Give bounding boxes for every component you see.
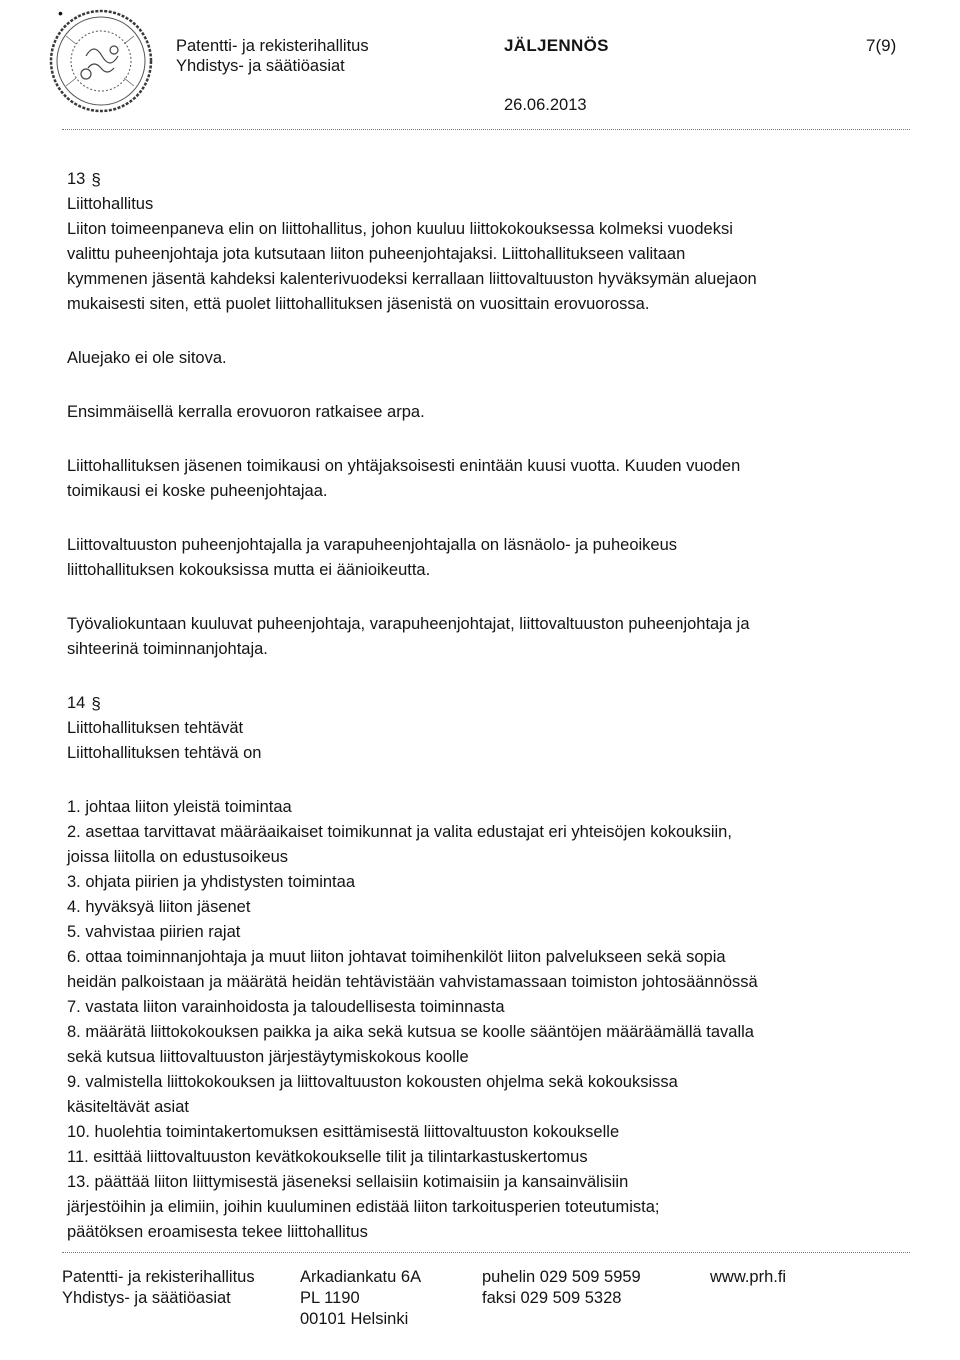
footer-organization xyxy=(62,1267,255,1309)
section-sign-icon: § xyxy=(91,170,101,189)
task-list-item: 9. valmistella liittokokouksen ja liittovaltuuston kokousten ohjelma sekä kokouksissa xyxy=(67,1073,678,1091)
footer-address xyxy=(300,1267,421,1330)
section-14-intro: Liittohallituksen tehtävä on xyxy=(67,744,262,762)
section-14-number xyxy=(67,691,917,716)
official-seal-icon xyxy=(46,6,156,116)
task-list-item: 3. ohjata piirien ja yhdistysten toimintaa xyxy=(67,873,355,891)
task-list-item: päätöksen eroamisesta tekee liittohallitus xyxy=(67,1223,368,1241)
task-list-item: sekä kutsua liittovaltuuston järjestäytymiskokous koolle xyxy=(67,1048,469,1066)
section-14-heading: Liittohallituksen tehtävät xyxy=(67,719,244,737)
copy-label: JÄLJENNÖS xyxy=(504,36,609,55)
footer-website xyxy=(710,1267,786,1288)
document-date: 26.06.2013 xyxy=(504,96,587,114)
header-org-line1: Patentti- ja rekisterihallitus xyxy=(176,37,369,55)
s13-para1-line: valittu puheenjohtaja jota kutsutaan liiton puheenjohtajaksi. Liittohallitukseen valitaan xyxy=(67,245,686,263)
s13-para1-line: Liiton toimeenpaneva elin on liittohallitus, johon kuuluu liittokokouksessa kolmeksi vuodeksi xyxy=(67,220,733,238)
s13-para6-line: Työvaliokuntaan kuuluvat puheenjohtaja, varapuheenjohtajat, liittovaltuuston puheenjohtaja ja xyxy=(67,615,750,633)
stray-mark: • xyxy=(58,5,63,21)
task-list-item: 4. hyväksyä liiton jäsenet xyxy=(67,898,251,916)
footer-phone: puhelin 029 509 5959 xyxy=(482,1268,641,1286)
header-org-line2: Yhdistys- ja säätiöasiat xyxy=(176,57,345,75)
s13-para5-line: Liittovaltuuston puheenjohtajalla ja varapuheenjohtajalla on läsnäolo- ja puheoikeus xyxy=(67,536,678,554)
task-list-item: 5. vahvistaa piirien rajat xyxy=(67,923,241,941)
footer-city: 00101 Helsinki xyxy=(300,1310,409,1328)
task-list-item: järjestöihin ja elimiin, joihin kuuluminen edistää liiton tarkoitusperien toteutumista; xyxy=(67,1198,660,1216)
s13-para4-line: toimikausi ei koske puheenjohtajaa. xyxy=(67,482,328,500)
header-organization xyxy=(176,36,369,76)
section-number: 13 xyxy=(67,170,86,188)
s13-para1-line: kymmenen jäsentä kahdeksi kalenterivuodeksi kerrallaan liittovaltuuston hyväksymän aluejaon xyxy=(67,270,757,288)
task-list-item: 1. johtaa liiton yleistä toimintaa xyxy=(67,798,292,816)
task-list-item: 10. huolehtia toimintakertomuksen esittämisestä liittovaltuuston kokoukselle xyxy=(67,1123,620,1141)
task-list-item: heidän palkoistaan ja määrätä heidän tehtävistään vahvistamassaan toimiston johtosäännössä xyxy=(67,973,758,991)
section-sign-icon: § xyxy=(91,694,101,713)
task-list-item: joissa liitolla on edustusoikeus xyxy=(67,848,289,866)
footer-divider xyxy=(62,1252,910,1253)
s13-para3: Ensimmäisellä kerralla erovuoron ratkaisee arpa. xyxy=(67,403,425,421)
task-list-item: 11. esittää liittovaltuuston kevätkokoukselle tilit ja tilintarkastuskertomus xyxy=(67,1148,588,1166)
task-list-item: 6. ottaa toiminnanjohtaja ja muut liiton johtavat toimihenkilöt liiton palvelukseen sekä sopia xyxy=(67,948,726,966)
footer-street: Arkadiankatu 6A xyxy=(300,1268,422,1286)
document-body xyxy=(67,167,917,1245)
footer-org-line2: Yhdistys- ja säätiöasiat xyxy=(62,1289,231,1307)
task-list-item: 2. asettaa tarvittavat määräaikaiset toimikunnat ja valita edustajat eri yhteisöjen kokouksiin, xyxy=(67,823,732,841)
footer-fax: faksi 029 509 5328 xyxy=(482,1289,622,1307)
footer-org-line1: Patentti- ja rekisterihallitus xyxy=(62,1268,255,1286)
task-list-item: 8. määrätä liittokokouksen paikka ja aika sekä kutsua se koolle sääntöjen määräämällä tavalla xyxy=(67,1023,754,1041)
section-number: 14 xyxy=(67,694,86,712)
footer-contact xyxy=(482,1267,641,1309)
task-list-item: käsiteltävät asiat xyxy=(67,1098,189,1116)
s13-para5-line: liittohallituksen kokouksissa mutta ei äänioikeutta. xyxy=(67,561,431,579)
section-13-heading: Liittohallitus xyxy=(67,195,154,213)
section-13-number xyxy=(67,167,917,192)
s13-para6-line: sihteerinä toiminnanjohtaja. xyxy=(67,640,268,658)
s13-para2: Aluejako ei ole sitova. xyxy=(67,349,227,367)
footer-web-link: www.prh.fi xyxy=(710,1268,787,1286)
header-divider xyxy=(62,129,910,130)
task-list-item: 13. päättää liiton liittymisestä jäseneksi sellaisiin kotimaisiin ja kansainvälisiin xyxy=(67,1173,629,1191)
task-list-item: 7. vastata liiton varainhoidosta ja taloudellisesta toiminnasta xyxy=(67,998,505,1016)
s13-para1-line: mukaisesti siten, että puolet liittohallituksen jäsenistä on vuosittain erovuorossa. xyxy=(67,295,650,313)
footer-pobox: PL 1190 xyxy=(300,1289,360,1307)
s13-para4-line: Liittohallituksen jäsenen toimikausi on yhtäjaksoisesti enintään kuusi vuotta. Kuuden vuoden xyxy=(67,457,741,475)
page-number: 7(9) xyxy=(866,36,897,55)
